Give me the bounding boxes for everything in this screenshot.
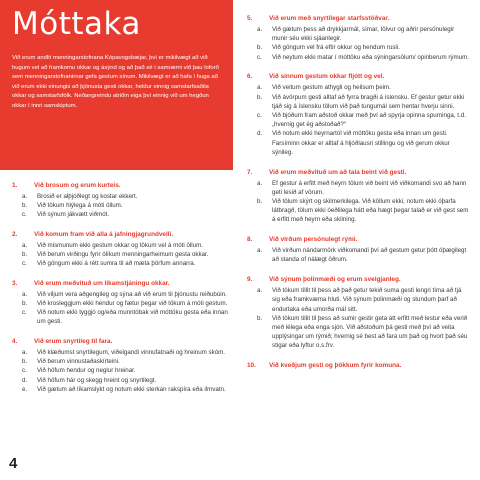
section-number: 6. (247, 73, 253, 81)
list-item (12, 210, 232, 219)
section-title: Við erum meðvituð um líkamstjáningu okkar. (34, 279, 170, 287)
section-item-list (12, 192, 232, 220)
item-text: Við höfum hendur og neglur hreinar. (37, 367, 136, 375)
section-7 (247, 168, 469, 225)
list-item (247, 197, 469, 225)
list-item (247, 246, 469, 264)
item-letter: c. (257, 53, 262, 61)
section-heading (247, 275, 469, 284)
section-item-list (12, 348, 232, 394)
item-letter: d. (257, 130, 263, 138)
list-item (12, 385, 232, 394)
item-letter: a. (22, 241, 28, 249)
section-number: 8. (247, 236, 253, 244)
list-item (12, 241, 232, 250)
section-title: Við erum snyrtileg til fara. (34, 337, 113, 345)
item-text: Við neytum ekki matar í móttöku eða sýningarsölum/ opinberum rýmum. (272, 53, 469, 61)
item-text: Við krosleggjum ekki hendur og fætur þegar við tökum á móti gestum. (37, 300, 228, 308)
section-6 (247, 72, 469, 157)
item-text: Við klæðumst snyrtilegum, viðeigandi vinnufatnaði og hreinum skóm. (37, 348, 226, 356)
list-item (247, 53, 469, 62)
item-letter: c. (22, 260, 27, 268)
section-item-list (247, 83, 469, 157)
page-number: 4 (9, 455, 18, 472)
list-item (12, 192, 232, 201)
list-item (247, 179, 469, 197)
item-letter: a. (22, 193, 28, 200)
list-item (247, 93, 469, 111)
list-item (247, 43, 469, 52)
section-5 (247, 14, 469, 62)
section-item-list (247, 179, 469, 225)
section-2 (12, 230, 232, 269)
list-item (247, 83, 469, 92)
item-letter: a. (257, 26, 263, 33)
list-item (247, 314, 469, 351)
item-text: Við notum ekki tyggjó og/eða munntóbak við móttöku gesta eða innan um gesti. (37, 309, 228, 326)
section-title: Við erum meðvituð um að tala beint við gesti. (269, 168, 407, 176)
section-number: 10. (247, 362, 256, 370)
item-text: Við ávörpum gesti alltaf að fyrra bragði á íslensku. Ef gestur getur ekki tjáð sig á íslensku tölum við það tungumál sem hentar hverju sinni. (272, 93, 465, 110)
item-letter: b. (257, 314, 263, 322)
section-1 (12, 181, 232, 220)
list-item (247, 286, 469, 314)
section-number: 4. (12, 337, 18, 345)
section-heading (12, 337, 232, 346)
item-text: Við sýnum jákvætt viðmót. (37, 211, 110, 219)
item-text: Við tökum tillit til þess að sumir gestir geta átt erfitt með lestur eða verið með lélega eða enga sjón. Við aðstoðum þá gesti með því að veita upplýsingar um rýmið; hvernig sé best að fara um það og hvort það séu stigar eða lyftur o.s.frv. (272, 314, 468, 350)
item-text: Við tökum tillit til þess að það getur tekið suma gesti lengri tíma að tjá sig eða framkvæma hluti. Við sýnum þolinmæði og stundum þarf að endurtaka eða umorða mál sitt. (272, 287, 462, 313)
item-letter: b. (22, 251, 28, 259)
item-text: Ef gestur á erfitt með heyrn tölum við beint við viðkomandi svo að hann geti lesið af vörum. (272, 179, 467, 196)
list-item (12, 357, 232, 366)
section-title: Við brosum og erum kurteis. (34, 182, 121, 189)
item-text: Við tölum skýrt og skilmerkilega. Við köllum ekki, notum ekki óþarfa látbragð, tölum ekki óeðlilega hátt eða hægt þegar talað er við gest sem á erfitt með heyrn eða skilning. (272, 198, 469, 224)
list-item (247, 25, 469, 43)
item-text: Við berum virðingu fyrir ólíkum menningarheimum gesta okkar. (37, 251, 209, 259)
item-letter: c. (22, 309, 27, 317)
item-text: Við höfum hár og skegg hreint og snyrtilegt. (37, 376, 157, 384)
section-title: Við komum fram við alla á jafningjagrundvelli. (34, 230, 174, 238)
item-text: Við virðum nándarmörk viðkomandi því að gestum getur þótt óþægilegt að standa of nálægt öðrum. (272, 247, 467, 264)
item-letter: a. (257, 179, 263, 187)
section-10 (247, 361, 469, 370)
list-item (12, 290, 232, 299)
page-title: Móttaka (12, 6, 141, 42)
item-text: Við veitum gestum athygli og heilsum þeim. (272, 84, 391, 92)
list-item (12, 348, 232, 357)
item-letter: c. (22, 211, 27, 219)
item-letter: b. (22, 358, 28, 366)
section-heading (12, 230, 232, 239)
section-heading (247, 72, 469, 81)
section-number: 9. (247, 276, 253, 284)
section-heading (247, 14, 469, 23)
section-number: 1. (12, 182, 18, 189)
section-number: 5. (247, 15, 253, 22)
item-letter: a. (257, 247, 263, 255)
item-letter: a. (257, 84, 263, 92)
section-item-list (247, 246, 469, 264)
section-heading (12, 181, 232, 190)
intro-paragraph: Við erum andlit menningarstofnana Kópavogsbæjar, því er mikilvægt að við hugum vel að framkomu okkar og ásýnd og að það sé í samræmi við þau loforð sem menningarstofnanirnar gefa gestum sínum. Mikilvægt er að hafa í huga að við erum ekki einungis að þjónusta gesti okkar, heldur einnig samstarfsaðila okkar og samstarfsfólk. Neðangreindu atriðin eiga því einnig við um hegðun okkar í innri samskiptum. (12, 55, 219, 109)
right-column (247, 14, 469, 381)
section-number: 3. (12, 279, 18, 287)
item-text: Við viljum vera aðgengileg og sýna að við erum til þjónustu reiðubúin. (37, 290, 227, 298)
list-item (12, 376, 232, 385)
section-heading (247, 361, 469, 370)
item-letter: b. (22, 202, 28, 210)
item-letter: c. (22, 367, 27, 375)
section-number: 7. (247, 168, 253, 176)
item-text: Við göngum ekki á rétt sumra til að mæta þörfum annarra. (37, 260, 196, 268)
list-item (12, 201, 232, 210)
item-text: Við tökum hlýlega á móti öllum. (37, 202, 123, 210)
item-text: Við notum ekki heyrnartól við móttöku gesta eða innan um gesti. Farsíminn okkar er alltaf á hljóðlausri stillingu og við gerum okkur sýnileg. (272, 130, 450, 156)
item-text: Við mismunum ekki gestum okkar og tökum vel á móti öllum. (37, 241, 203, 249)
section-number: 2. (12, 230, 18, 238)
item-letter: b. (257, 44, 263, 52)
item-letter: b. (257, 93, 263, 101)
item-text: Brosið er alþjóðlegt og kostar ekkert. (37, 193, 138, 200)
item-letter: d. (22, 376, 28, 384)
section-title: Við kveðjum gesti og þökkum fyrir komuna. (269, 362, 402, 370)
section-heading (12, 279, 232, 288)
section-heading (247, 235, 469, 244)
section-9 (247, 275, 469, 350)
list-item (247, 111, 469, 129)
section-title: Við virðum persónulegt rými. (269, 236, 358, 244)
item-text: Við bjóðum fram aðstoð okkar með því að spyrja opinna spurninga, t.d. „hvernig get ég aðstoðað?“ (272, 112, 466, 129)
section-item-list (247, 286, 469, 350)
item-text: Við göngum vel frá eftir okkur og hendum rusli. (272, 44, 400, 52)
item-text: Við berum vinnustaðaskírteini. (37, 358, 120, 366)
item-letter: a. (22, 348, 28, 356)
list-item (12, 299, 232, 308)
section-item-list (12, 241, 232, 269)
section-item-list (12, 290, 232, 327)
section-heading (247, 168, 469, 177)
list-item (12, 308, 232, 326)
section-item-list (247, 25, 469, 62)
hero-banner (0, 0, 233, 170)
left-column (12, 181, 232, 404)
item-letter: b. (22, 300, 28, 308)
item-text: Við gætum að líkamslykt og notum ekki sterkan rakspíra eða ilmvatn. (37, 385, 226, 393)
section-title: Við sýnum þolinmæði og erum sveigjanleg. (269, 276, 401, 284)
section-3 (12, 279, 232, 327)
section-title: Við sinnum gestum okkar fljótt og vel. (269, 73, 385, 81)
item-letter: e. (22, 385, 28, 393)
item-letter: a. (22, 290, 28, 298)
section-title: Við erum með snyrtilegar starfsstöðvar. (269, 15, 390, 22)
item-text: Við gætum þess að drykkjarmál, símar, tölvur og aðrir persónulegir munir séu ekki sjáanlegir. (272, 26, 455, 43)
section-4 (12, 337, 232, 394)
item-letter: b. (257, 198, 263, 206)
item-letter: a. (257, 287, 263, 295)
list-item (12, 259, 232, 268)
item-letter: c. (257, 112, 262, 120)
list-item (12, 250, 232, 259)
list-item (247, 129, 469, 157)
list-item (12, 366, 232, 375)
section-8 (247, 235, 469, 264)
